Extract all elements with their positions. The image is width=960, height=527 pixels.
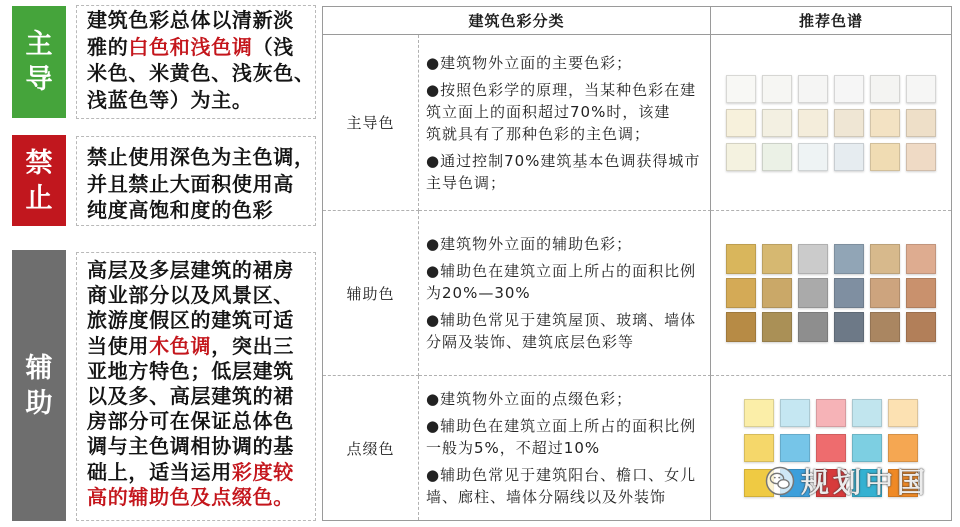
color-swatch <box>852 399 882 427</box>
color-swatch <box>816 469 846 497</box>
note-line: 调与主色调相协调的基 <box>87 434 294 459</box>
color-swatch <box>870 143 900 171</box>
palette-accent <box>711 376 951 520</box>
header-palette: 推荐色谱 <box>711 7 951 35</box>
color-swatch <box>870 109 900 137</box>
color-swatch <box>834 244 864 274</box>
description-item <box>426 150 710 194</box>
note-forbidden <box>76 136 316 226</box>
color-swatch <box>726 143 756 171</box>
description-line: ●建筑物外立面的点缀色彩； <box>426 390 633 408</box>
color-swatch <box>798 75 828 103</box>
color-swatch <box>744 469 774 497</box>
description-item <box>426 388 710 410</box>
description-item <box>426 415 710 459</box>
row-name-accent: 点缀色 <box>323 376 419 520</box>
palette-dominant <box>711 35 951 211</box>
row-name-dominant: 主导色 <box>323 35 419 211</box>
color-swatch <box>762 312 792 342</box>
color-swatch <box>780 434 810 462</box>
color-swatch <box>870 244 900 274</box>
color-swatch <box>834 143 864 171</box>
color-swatch <box>798 143 828 171</box>
color-swatch <box>870 75 900 103</box>
note-text: （浅 <box>252 34 295 59</box>
color-swatch <box>906 109 936 137</box>
note-line: 并且禁止大面积使用高 <box>87 171 294 196</box>
color-swatch <box>888 469 918 497</box>
note-highlight: 白色和浅色调 <box>128 34 253 59</box>
note-line: 亚地方特色；低层建筑 <box>87 358 294 383</box>
description-line: ●按照色彩学的原理，当某种色彩在建 <box>426 80 697 99</box>
color-swatch <box>906 312 936 342</box>
description-item <box>426 79 710 145</box>
color-swatch <box>816 399 846 427</box>
tag-forbidden <box>12 135 66 226</box>
description-line: 墙、廊柱、墙体分隔线以及外装饰 <box>426 488 667 506</box>
note-text: 础上，适当运用 <box>87 459 232 484</box>
note-line: 建筑色彩总体以清新淡 <box>87 8 294 32</box>
description-line: 为20%—30% <box>426 284 531 302</box>
note-highlight-line: 高的辅助色及点缀色。 <box>87 484 294 509</box>
color-swatch <box>888 399 918 427</box>
color-swatch <box>888 434 918 462</box>
description-line: 主导色调； <box>426 173 507 192</box>
description-item <box>426 260 710 304</box>
tag-forbidden-label: 禁止 <box>25 147 53 214</box>
color-swatch <box>870 312 900 342</box>
color-swatch <box>726 278 756 308</box>
color-swatch <box>798 312 828 342</box>
note-primary <box>76 5 316 119</box>
color-swatch <box>906 75 936 103</box>
note-highlight: 彩度较 <box>231 459 295 484</box>
swatch-grid-accent <box>744 399 918 497</box>
note-line: 房部分可在保证总体色 <box>87 409 294 434</box>
color-classification-table <box>322 6 952 521</box>
note-auxiliary <box>76 252 316 521</box>
description-line: ●通过控制70%建筑基本色调获得城市 <box>426 151 701 170</box>
description-item <box>426 233 710 255</box>
tag-primary <box>12 6 66 118</box>
color-swatch <box>834 312 864 342</box>
color-swatch <box>852 434 882 462</box>
color-swatch <box>726 109 756 137</box>
color-swatch <box>744 399 774 427</box>
tag-auxiliary-label: 辅助 <box>25 352 53 419</box>
note-line: 米色、米黄色、浅灰色、 <box>87 61 315 85</box>
color-swatch <box>780 469 810 497</box>
note-line: 纯度高饱和度的色彩 <box>87 198 274 222</box>
note-line <box>87 334 315 359</box>
header-category: 建筑色彩分类 <box>323 7 711 35</box>
color-swatch <box>762 75 792 103</box>
row-name-auxiliary: 辅助色 <box>323 211 419 376</box>
note-line: 以及多、高层建筑的裙 <box>87 383 294 408</box>
color-swatch <box>798 244 828 274</box>
color-swatch <box>834 278 864 308</box>
description-line: ●辅助色常见于建筑屋顶、玻璃、墙体 <box>426 311 697 329</box>
color-swatch <box>906 278 936 308</box>
color-swatch <box>816 434 846 462</box>
row-description-auxiliary <box>419 211 711 376</box>
note-line: 禁止使用深色为主色调， <box>87 145 315 169</box>
description-line: ●辅助色在建筑立面上所占的面积比例 <box>426 417 697 435</box>
color-swatch <box>906 244 936 274</box>
description-item <box>426 52 710 74</box>
description-item <box>426 464 710 508</box>
note-text: ，突出三 <box>211 333 295 358</box>
color-swatch <box>780 399 810 427</box>
note-line: 高层及多层建筑的裙房 <box>87 258 294 282</box>
note-highlight: 木色调 <box>149 333 212 358</box>
description-item <box>426 309 710 353</box>
color-swatch <box>762 278 792 308</box>
note-line <box>87 460 315 485</box>
color-swatch <box>762 143 792 171</box>
note-text: 雅的 <box>87 34 129 59</box>
description-line: 分隔及装饰、建筑底层色彩等 <box>426 333 635 351</box>
color-swatch <box>726 75 756 103</box>
swatch-grid-dominant <box>726 75 936 171</box>
note-line: 旅游度假区的建筑可适 <box>87 308 294 333</box>
row-description-accent <box>419 376 711 520</box>
description-line: 一般为5%，不超过10% <box>426 439 601 457</box>
description-line: ●建筑物外立面的辅助色彩； <box>426 235 633 253</box>
row-description-dominant <box>419 35 711 211</box>
color-swatch <box>762 109 792 137</box>
color-swatch <box>726 244 756 274</box>
tag-primary-label: 主导 <box>25 29 53 95</box>
color-swatch <box>834 109 864 137</box>
color-swatch <box>834 75 864 103</box>
note-text: 当使用 <box>87 333 150 358</box>
description-line: 筑就具有了那种色彩的主色调； <box>426 124 651 143</box>
description-line: ●辅助色常见于建筑阳台、檐口、女儿 <box>426 466 697 484</box>
palette-auxiliary <box>711 211 951 376</box>
watermark-text: 规划中国 <box>801 466 930 499</box>
description-line: ●建筑物外立面的主要色彩； <box>426 53 633 72</box>
color-swatch <box>870 278 900 308</box>
color-swatch <box>744 434 774 462</box>
color-swatch <box>726 312 756 342</box>
note-line <box>87 34 315 61</box>
color-swatch <box>798 109 828 137</box>
description-line: 筑立面上的面积超过70%时，该建 <box>426 102 671 121</box>
swatch-grid-auxiliary <box>726 244 936 342</box>
color-swatch <box>798 278 828 308</box>
note-line: 商业部分以及风景区、 <box>87 283 294 308</box>
description-line: ●辅助色在建筑立面上所占的面积比例 <box>426 262 697 280</box>
note-line: 浅蓝色等）为主。 <box>87 87 253 112</box>
color-swatch <box>852 469 882 497</box>
color-swatch <box>906 143 936 171</box>
color-swatch <box>762 244 792 274</box>
tag-auxiliary <box>12 250 66 521</box>
